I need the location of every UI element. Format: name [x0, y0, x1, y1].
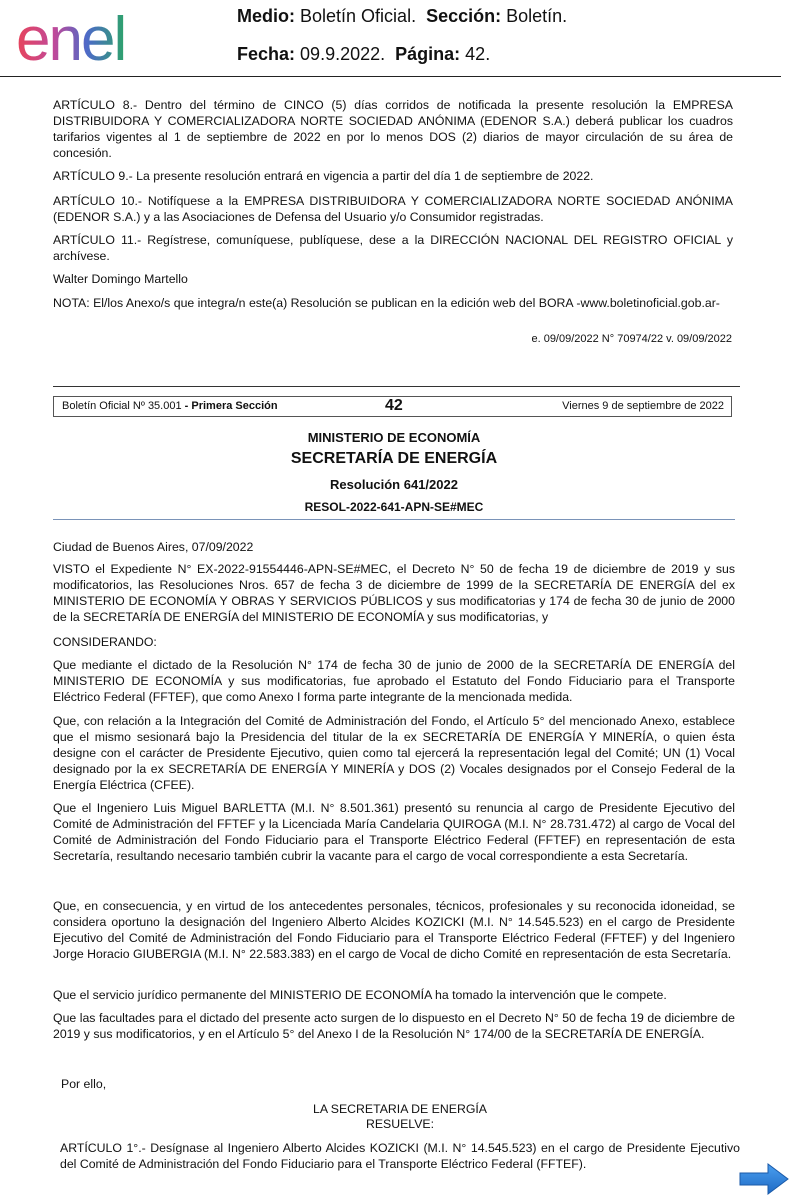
considerando-paragraph: Que, en consecuencia, y en virtud de los antecedentes personales, técnicos, profesionales y su reconocida idoneidad, se considera oportuno la designación del Ingeniero Alberto Alcides KOZICKI (M.I. N° 14.545.523) en el cargo de Presidente Ejecutivo del Comité de Administración del Fondo Fiduciario para el Transporte Eléctrico Federal (FFTEF) y del Ingeniero Jorge Horacio GIUBERGIA (M.I. N° 22.583.383) en el cargo de Vocal de dicho Comité en representación de esta Secretaría.: [53, 899, 735, 961]
article-8: ARTÍCULO 8.- Dentro del término de CINCO (5) días corridos de notificada la presente resolución la EMPRESA DISTRIBUIDORA Y COMERCIALIZADORA NORTE SOCIEDAD ANÓNIMA (EDENOR S.A.) deberá publicar los cuadros tarifarios vigentes al 1 de septiembre de 2022 en por lo menos DOS (2) diarios de mayor circulación de su área de concesión.: [53, 98, 733, 160]
bulletin-page-number: 42: [385, 397, 403, 414]
bulletin-number: Boletín Oficial Nº 35.001 - Primera Sección: [62, 400, 278, 412]
heading-divider: [53, 519, 735, 520]
secretariat-heading: SECRETARÍA DE ENERGÍA: [290, 450, 498, 467]
resolution-code: RESOL-2022-641-APN-SE#MEC: [304, 500, 484, 514]
signer-name: Walter Domingo Martello: [53, 272, 188, 286]
press-meta-date: Fecha: 09.9.2022. Página: 42.: [237, 44, 491, 64]
place-date: Ciudad de Buenos Aires, 07/09/2022: [53, 540, 254, 554]
considerando-heading: CONSIDERANDO:: [53, 635, 157, 649]
bulletin-bar: [53, 396, 732, 417]
signature-title: LA SECRETARIA DE ENERGÍA: [312, 1102, 488, 1116]
arrow-right-icon[interactable]: [738, 1162, 790, 1196]
logo-wordmark: enel: [16, 8, 126, 68]
section-divider: [53, 386, 740, 387]
press-meta-source: Medio: Boletín Oficial. Sección: Boletín.: [237, 6, 568, 26]
considerando-paragraph: Que el Ingeniero Luis Miguel BARLETTA (M.I. N° 8.501.361) presentó su renuncia al cargo de Presidente Ejecutivo del Comité de Administración del FFTEF y la Licenciada María Candelaria QUIROGA (M.I. N° 28.731.472) al cargo de Vocal del Comité de Administración del Fondo Fiduciario para el Transporte Eléctrico Federal (FFTEF) en representación de esta Secretaría, resultando necesario también cubrir la vacante para el cargo de vocal correspondiente a esta Secretaría.: [53, 801, 735, 863]
resolution-title: Resolución 641/2022: [330, 477, 458, 492]
visto-paragraph: VISTO el Expediente N° EX-2022-91554446-APN-SE#MEC, el Decreto N° 50 de fecha 19 de diciembre de 2019 y sus modificatorios, las Resoluciones Nros. 657 de fecha 3 de diciembre de 1999 de la SECRETARÍA DE ENERGÍA del ex MINISTERIO DE ECONOMÍA Y OBRAS Y SERVICIOS PÚBLICOS y sus modificatorias y 174 de fecha 30 de junio de 2000 de la SECRETARÍA DE ENERGÍA del MINISTERIO DE ECONOMÍA y sus modificatorias, y: [53, 562, 735, 624]
article-9: ARTÍCULO 9.- La presente resolución entrará en vigencia a partir del día 1 de septiembre de 2022.: [53, 169, 594, 183]
header-divider: [0, 76, 781, 77]
considerando-paragraph: Que el servicio jurídico permanente del MINISTERIO DE ECONOMÍA ha tomado la intervención que le compete.: [53, 988, 667, 1002]
enel-logo: [16, 8, 168, 68]
article-1: ARTÍCULO 1°.- Desígnase al Ingeniero Alberto Alcides KOZICKI (M.I. N° 14.545.523) en el cargo de Presidente Ejecutivo del Comité de Administración del Fondo Fiduciario para el Transporte Eléctrico Federal (FFTEF).: [60, 1141, 740, 1171]
resuelve-heading: RESUELVE:: [365, 1117, 435, 1131]
article-10: ARTÍCULO 10.- Notifíquese a la EMPRESA DISTRIBUIDORA Y COMERCIALIZADORA NORTE SOCIEDAD ANÓNIMA (EDENOR S.A.) y a las Asociaciones de Defensa del Usuario y/o Consumidor registradas.: [53, 194, 733, 224]
edition-reference: e. 09/09/2022 N° 70974/22 v. 09/09/2022: [531, 333, 732, 345]
annex-note: NOTA: El/los Anexo/s que integra/n este(a) Resolución se publican en la edición web del BORA -www.boletinoficial.gob.ar-: [53, 296, 720, 310]
por-ello: Por ello,: [61, 1077, 107, 1091]
considerando-paragraph: Que, con relación a la Integración del Comité de Administración del Fondo, el Artículo 5° del mencionado Anexo, establece que el mismo sesionará bajo la Presidencia del titular de la ex SECRETARÍA DE ENERGÍA Y MINERÍA, o quien ésta designe con el carácter de Presidente Ejecutivo, quien como tal ejercerá la representación legal del Comité; UN (1) Vocal designado por la ex SECRETARÍA DE ENERGÍA Y MINERÍA y DOS (2) Vocales designados por el Consejo Federal de la Energía Eléctrica (CFEE).: [53, 714, 735, 792]
article-11: ARTÍCULO 11.- Regístrese, comuníquese, publíquese, dese a la DIRECCIÓN NACIONAL DEL REGISTRO OFICIAL y archívese.: [53, 233, 733, 263]
bulletin-date: Viernes 9 de septiembre de 2022: [562, 400, 724, 412]
ministry-heading: MINISTERIO DE ECONOMÍA: [307, 430, 481, 445]
considerando-paragraph: Que mediante el dictado de la Resolución N° 174 de fecha 30 de junio de 2000 de la SECRETARÍA DE ENERGÍA del MINISTERIO DE ECONOMÍA y sus modificatorias, fue aprobado el Estatuto del Fondo Fiduciario para el Transporte Eléctrico Federal (FFTEF), que como Anexo I forma parte integrante de la mencionada medida.: [53, 658, 735, 704]
considerando-paragraph: Que las facultades para el dictado del presente acto surgen de lo dispuesto en el Decreto N° 50 de fecha 19 de diciembre de 2019 y sus modificatorios, y en el Artículo 5° del Anexo I de la Resolución N° 174/00 de la SECRETARÍA DE ENERGÍA.: [53, 1011, 735, 1041]
